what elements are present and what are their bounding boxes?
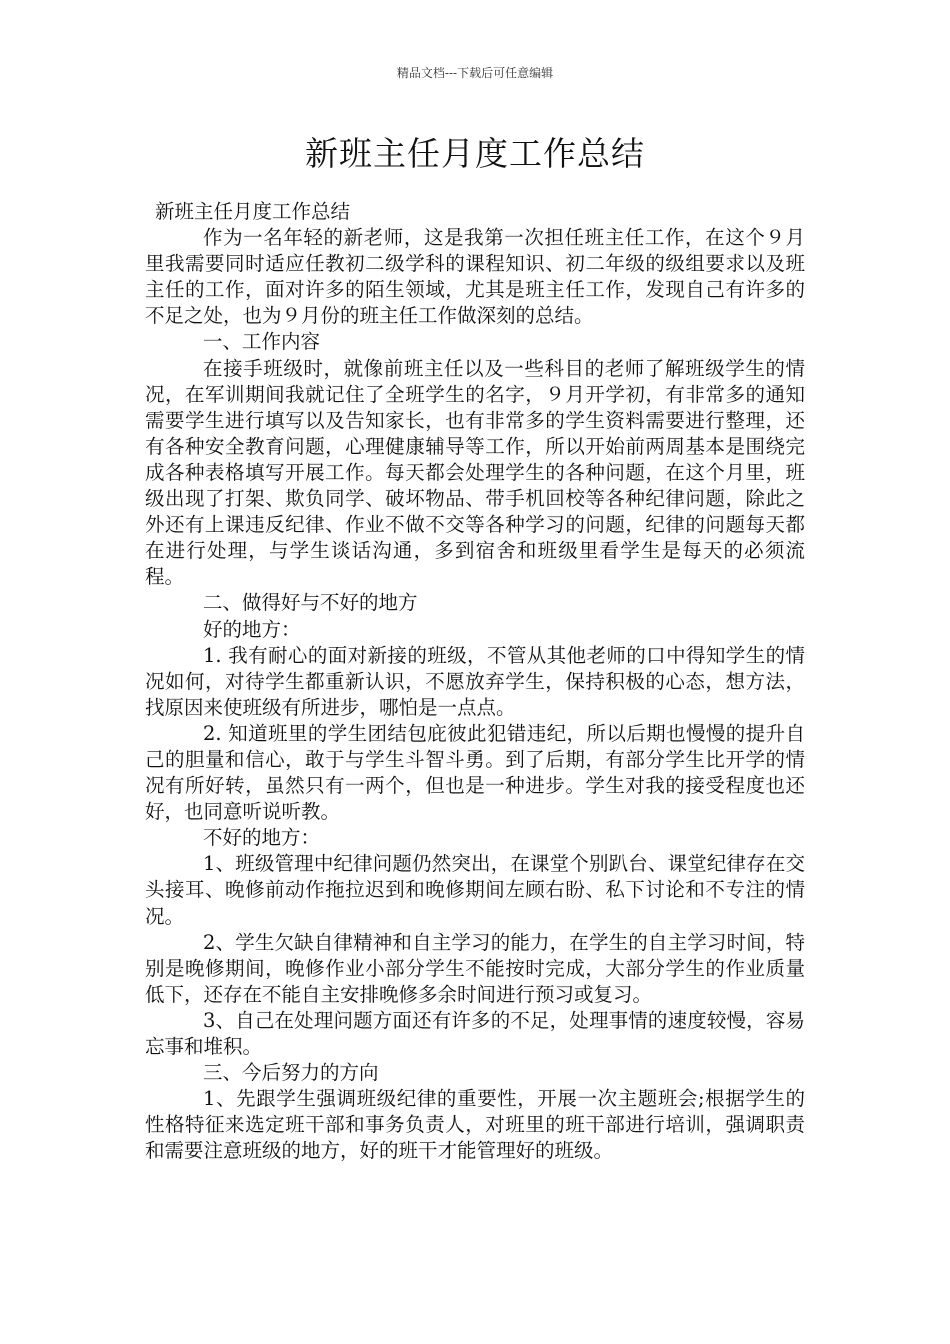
paragraph-future-1: 1、先跟学生强调班级纪律的重要性，开展一次主题班会;根据学生的性格特征来选定班干部和事务负责人，对班里的班干部进行培训，强调职责和需要注意班级的地方，好的班干才能管理好的班级。: [145, 1087, 805, 1163]
paragraph-good-2: 2. 知道班里的学生团结包庇彼此犯错违纪，所以后期也慢慢的提升自己的胆量和信心，敢于与学生斗智斗勇。到了后期，有部分学生比开学的情况有所好转，虽然只有一两个，但也是一种进步。学生对我的接受程度也还好，也同意听说听教。: [145, 721, 805, 824]
paragraph-work-content: 在接手班级时，就像前班主任以及一些科目的老师了解班级学生的情况，在军训期间我就记住了全班学生的名字，９月开学初，有非常多的通知需要学生进行填写以及告知家长，也有非常多的学生资料需要进行整理，还有各种安全教育问题，心理健康辅导等工作，所以开始前两周基本是围绕完成各种表格填写开展工作。每天都会处理学生的各种问题，在这个月里，班级出现了打架、欺负同学、破坏物品、带手机回校等各种纪律问题，除此之外还有上课违反纪律、作业不做不交等各种学习的问题，纪律的问题每天都在进行处理，与学生谈话沟通，多到宿舍和班级里看学生是每天的必须流程。: [145, 356, 805, 589]
document-subtitle: 新班主任月度工作总结: [155, 200, 351, 223]
paragraph-bad-1: 1、班级管理中纪律问题仍然突出，在课堂个别趴台、课堂纪律存在交头接耳、晚修前动作拖拉迟到和晚修期间左顾右盼、私下讨论和不专注的情况。: [145, 852, 805, 928]
subheading-good: 好的地方：: [203, 617, 301, 641]
paragraph-bad-3: 3、自己在处理问题方面还有许多的不足，处理事情的速度较慢，容易忘事和堆积。: [145, 1008, 805, 1058]
paragraph-intro: 作为一名年轻的新老师，这是我第一次担任班主任工作，在这个９月里我需要同时适应任教初二级学科的课程知识、初二年级的级组要求以及班主任的工作，面对许多的陌生领域，尤其是班主任工作，发现自己有许多的不足之处，也为９月份的班主任工作做深刻的总结。: [145, 226, 805, 328]
section-heading-work-content: 一、工作内容: [203, 330, 321, 354]
paragraph-good-1: 1. 我有耐心的面对新接的班级，不管从其他老师的口中得知学生的情况如何，对待学生都重新认识，不愿放弃学生，保持积极的心态，想方法，找原因来使班级有所进步，哪怕是一点点。: [145, 643, 805, 719]
document-title: 新班主任月度工作总结: [305, 134, 645, 173]
header-note: 精品文档---下载后可任意编辑: [396, 66, 554, 80]
document-body: [145, 199, 805, 1164]
section-heading-future-direction: 三、今后努力的方向: [203, 1061, 379, 1085]
subheading-bad: 不好的地方：: [203, 826, 321, 850]
section-heading-good-and-bad: 二、做得好与不好的地方: [203, 591, 418, 615]
paragraph-bad-2: 2、学生欠缺自律精神和自主学习的能力，在学生的自主学习时间，特别是晚修期间，晚修作业小部分学生不能按时完成，大部分学生的作业质量低下，还存在不能自主安排晚修多余时间进行预习或复习。: [145, 930, 805, 1006]
